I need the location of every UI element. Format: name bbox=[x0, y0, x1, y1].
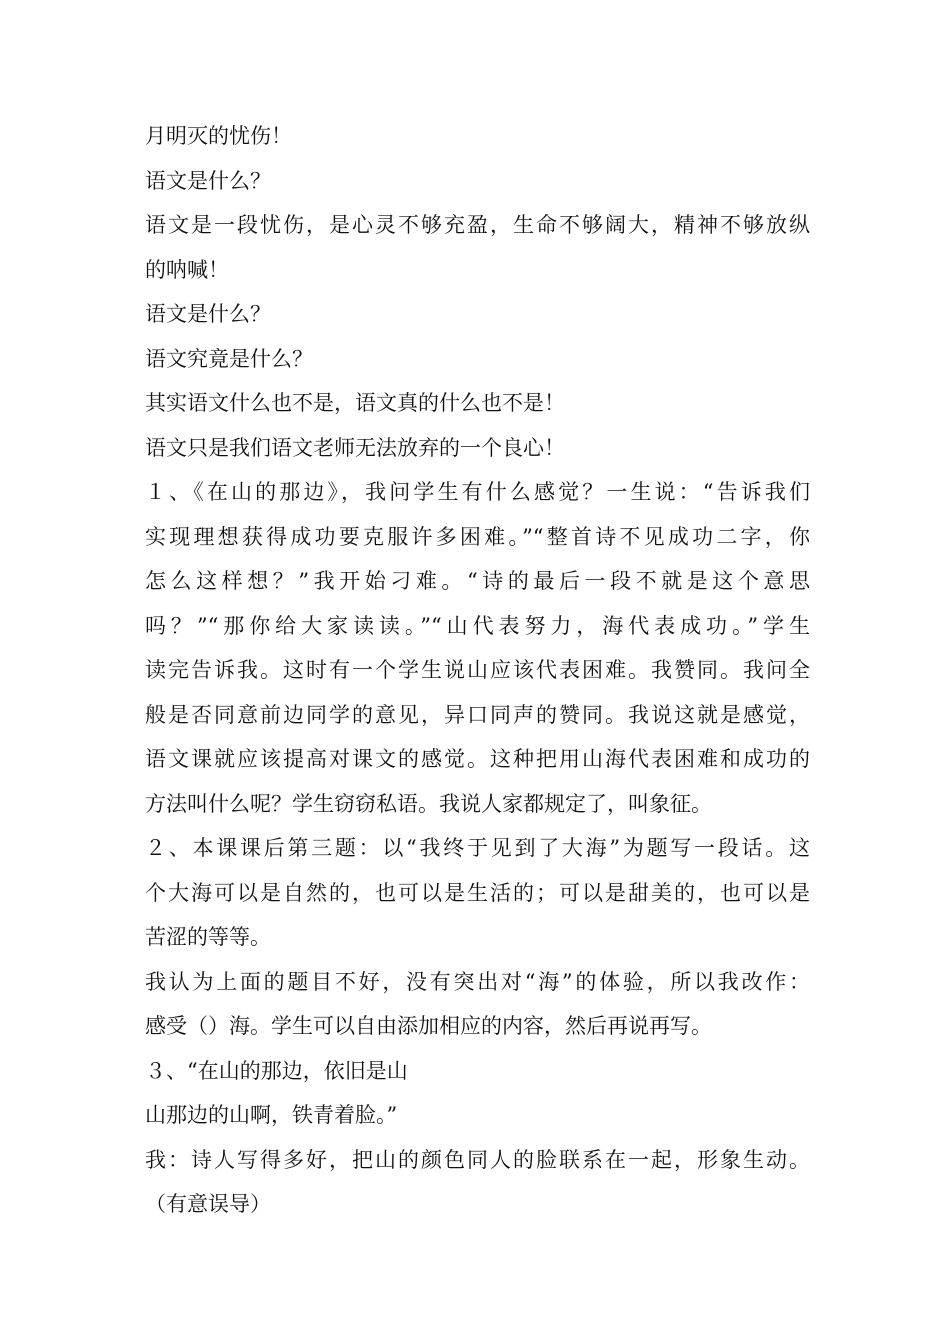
text-line: 吗？”“那你给大家读读。”“山代表努力，海代表成功。”学生 bbox=[145, 613, 810, 638]
text-line: 语文只是我们语文老师无法放弃的一个良心！ bbox=[145, 435, 565, 460]
text-line: 山那边的山啊，铁青着脸。” bbox=[145, 1103, 398, 1127]
text-line: （有意误导） bbox=[145, 1192, 271, 1216]
text-line: 的呐喊！ bbox=[145, 257, 229, 282]
text-line: 读完告诉我。这时有一个学生说山应该代表困难。我赞同。我问全 bbox=[145, 658, 810, 682]
text-line: 语文究竟是什么？ bbox=[145, 346, 313, 371]
document-body bbox=[145, 114, 810, 1227]
text-line: １、《在山的那边》，我问学生有什么感觉？一生说：“告诉我们 bbox=[145, 480, 810, 504]
text-line: ２、本课课后第三题：以“我终于见到了大海”为题写一段话。这 bbox=[145, 836, 810, 860]
text-line: 月明灭的忧伤！ bbox=[145, 124, 292, 148]
text-line: 苦涩的等等。 bbox=[145, 925, 271, 949]
text-line: 我：诗人写得多好，把山的颜色同人的脸联系在一起，形象生动。 bbox=[145, 1147, 810, 1172]
text-line: ３、“在山的那边，依旧是山 bbox=[145, 1058, 408, 1083]
text-line: 语文课就应该提高对课文的感觉。这种把用山海代表困难和成功的 bbox=[145, 747, 810, 771]
text-line: 方法叫什么呢？学生窃窃私语。我说人家都规定了，叫象征。 bbox=[145, 791, 712, 816]
text-line: 我认为上面的题目不好，没有突出对“海”的体验，所以我改作： bbox=[145, 969, 810, 994]
text-line: 其实语文什么也不是，语文真的什么也不是！ bbox=[145, 391, 565, 415]
text-line: 怎么这样想？”我开始刁难。“诗的最后一段不就是这个意思 bbox=[145, 569, 810, 593]
text-line: 语文是什么？ bbox=[145, 302, 271, 326]
text-line: 般是否同意前边同学的意见，异口同声的赞同。我说这就是感觉， bbox=[145, 702, 810, 727]
text-line: 语文是一段忧伤，是心灵不够充盈，生命不够阔大，精神不够放纵 bbox=[145, 213, 810, 237]
text-line: 感受（）海。学生可以自由添加相应的内容，然后再说再写。 bbox=[145, 1014, 712, 1038]
text-line: 实现理想获得成功要克服许多困难。”“整首诗不见成功二字，你 bbox=[145, 524, 810, 549]
text-line: 语文是什么？ bbox=[145, 168, 271, 193]
text-line: 个大海可以是自然的，也可以是生活的；可以是甜美的，也可以是 bbox=[145, 880, 810, 905]
